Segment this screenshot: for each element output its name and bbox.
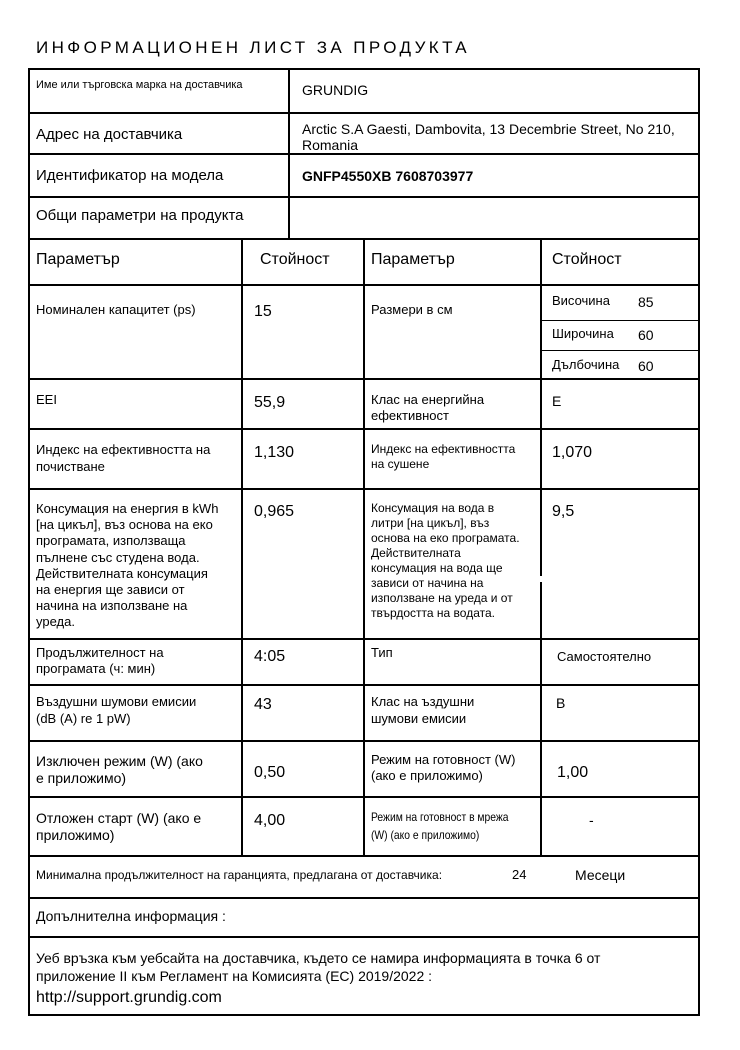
- water-consumption-line: основа на еко програмата.: [371, 531, 520, 545]
- support-url-link[interactable]: http://support.grundig.com: [36, 989, 222, 1006]
- warranty-value: 24: [512, 867, 527, 882]
- model-label: Идентификатор на модела: [36, 167, 224, 184]
- depth-label: Дълбочина: [552, 357, 620, 372]
- noise-emissions-value: 43: [254, 696, 272, 713]
- eei-label: EEI: [36, 392, 57, 407]
- divider: [540, 238, 542, 576]
- off-mode-label-2: е приложимо): [36, 770, 127, 786]
- divider: [28, 112, 700, 114]
- height-label: Височина: [552, 293, 610, 308]
- energy-consumption-line: начина на използване на: [36, 598, 188, 613]
- off-mode-label-1: Изключен режим (W) (ако: [36, 753, 203, 769]
- divider: [28, 897, 700, 899]
- header-value-1: Стойност: [260, 251, 330, 268]
- standby-label-2: (ако е приложимо): [371, 768, 483, 783]
- noise-class-label-2: шумови емисии: [371, 711, 467, 726]
- energy-consumption-line: уреда.: [36, 614, 75, 629]
- energy-class-label-1: Клас на енергийна: [371, 392, 485, 407]
- width-value: 60: [638, 327, 654, 343]
- energy-consumption-line: Консумация на енергия в kWh: [36, 501, 219, 516]
- noise-class-value: B: [556, 695, 566, 711]
- dimensions-label: Размери в см: [371, 302, 453, 317]
- delay-start-label-1: Отложен старт (W) (ако е: [36, 810, 202, 826]
- divider: [540, 582, 542, 857]
- network-standby-value: -: [589, 812, 594, 828]
- capacity-label: Номинален капацитет (ps): [36, 302, 196, 317]
- page-title: ИНФОРМАЦИОНЕН ЛИСТ ЗА ПРОДУКТА: [36, 38, 471, 57]
- noise-class-label-1: Клас на ъздушни: [371, 694, 475, 709]
- energy-consumption-line: [на цикъл], въз основа на еко: [36, 517, 213, 532]
- divider: [241, 238, 243, 857]
- energy-consumption-line: Действителната консумация: [36, 566, 208, 581]
- supplier-name-label: Име или търговска марка на доставчика: [36, 79, 243, 91]
- delay-start-label-2: приложимо): [36, 827, 115, 843]
- energy-consumption-line: пълнене със студена вода.: [36, 550, 200, 565]
- drying-index-value: 1,070: [552, 444, 593, 461]
- divider: [28, 153, 700, 155]
- web-link-text-line2: приложение II към Регламент на Комисията (ЕС) 2019/2022 :: [36, 968, 433, 984]
- water-consumption-line: използване на уреда и от: [371, 591, 513, 605]
- drying-index-label-2: на сушене: [371, 457, 430, 471]
- capacity-value: 15: [254, 303, 272, 320]
- energy-class-label-2: ефективност: [371, 408, 449, 423]
- energy-class-value: E: [552, 393, 562, 409]
- divider: [541, 320, 700, 321]
- energy-consumption-value: 0,965: [254, 503, 295, 520]
- warranty-unit: Месеци: [575, 867, 626, 883]
- divider: [288, 68, 290, 240]
- drying-index-label-1: Индекс на ефективността: [371, 442, 516, 456]
- water-consumption-line: Консумация на вода в: [371, 501, 495, 515]
- duration-label-2: програмата (ч: мин): [36, 661, 156, 676]
- water-consumption-line: зависи от начина на: [371, 576, 484, 590]
- duration-label-1: Продължителност на: [36, 645, 164, 660]
- noise-emissions-label-1: Въздушни шумови емисии: [36, 694, 197, 709]
- general-params-label: Общи параметри на продукта: [36, 207, 244, 224]
- standby-label-1: Режим на готовност (W): [371, 752, 516, 767]
- web-link-text-line1: Уеб връзка към уебсайта на доставчика, където се намира информацията в точка 6 от: [36, 950, 601, 966]
- type-value: Самостоятелно: [557, 649, 652, 664]
- depth-value: 60: [638, 358, 654, 374]
- additional-info-label: Допълнителна информация :: [36, 908, 226, 924]
- divider: [28, 936, 700, 938]
- network-standby-label-1: Режим на готовност в мрежа: [371, 810, 509, 824]
- divider: [28, 196, 700, 198]
- divider: [363, 238, 365, 857]
- delay-start-value: 4,00: [254, 812, 286, 829]
- water-consumption-value: 9,5: [552, 503, 575, 520]
- water-consumption-line: литри [на цикъл], въз: [371, 516, 490, 530]
- water-consumption-line: твърдостта на водата.: [371, 606, 495, 620]
- supplier-address-line1: Arctic S.A Gaesti, Dambovita, 13 Decembrie Street, No 210,: [302, 121, 675, 137]
- cleaning-index-label-2: почистване: [36, 459, 105, 474]
- water-consumption-line: консумация на вода ще: [371, 561, 503, 575]
- cleaning-index-label-1: Индекс на ефективността на: [36, 442, 211, 457]
- duration-value: 4:05: [254, 648, 286, 665]
- network-standby-label-2: (W) (ако е приложимо): [371, 828, 480, 842]
- header-parameter-1: Параметър: [36, 251, 120, 268]
- type-label: Тип: [371, 645, 393, 660]
- supplier-address-line2: Romania: [302, 137, 359, 153]
- cleaning-index-value: 1,130: [254, 444, 295, 461]
- noise-emissions-label-2: (dB (A) re 1 pW): [36, 711, 131, 726]
- eei-value: 55,9: [254, 394, 286, 411]
- warranty-label: Минимална продължителност на гаранцията, предлагана от доставчика:: [36, 868, 443, 882]
- supplier-name-value: GRUNDIG: [302, 82, 369, 98]
- energy-consumption-line: програмата, използваща: [36, 533, 186, 548]
- height-value: 85: [638, 294, 654, 310]
- water-consumption-line: Действителната: [371, 546, 461, 560]
- supplier-address-label: Адрес на доставчика: [36, 126, 183, 143]
- header-value-2: Стойност: [552, 251, 622, 268]
- divider: [541, 350, 700, 351]
- width-label: Широчина: [552, 326, 614, 341]
- energy-consumption-line: на енергия ще зависи от: [36, 582, 185, 597]
- header-parameter-2: Параметър: [371, 251, 455, 268]
- model-value: GNFP4550XB 7608703977: [302, 168, 474, 184]
- off-mode-value: 0,50: [254, 764, 286, 781]
- standby-value: 1,00: [557, 764, 589, 781]
